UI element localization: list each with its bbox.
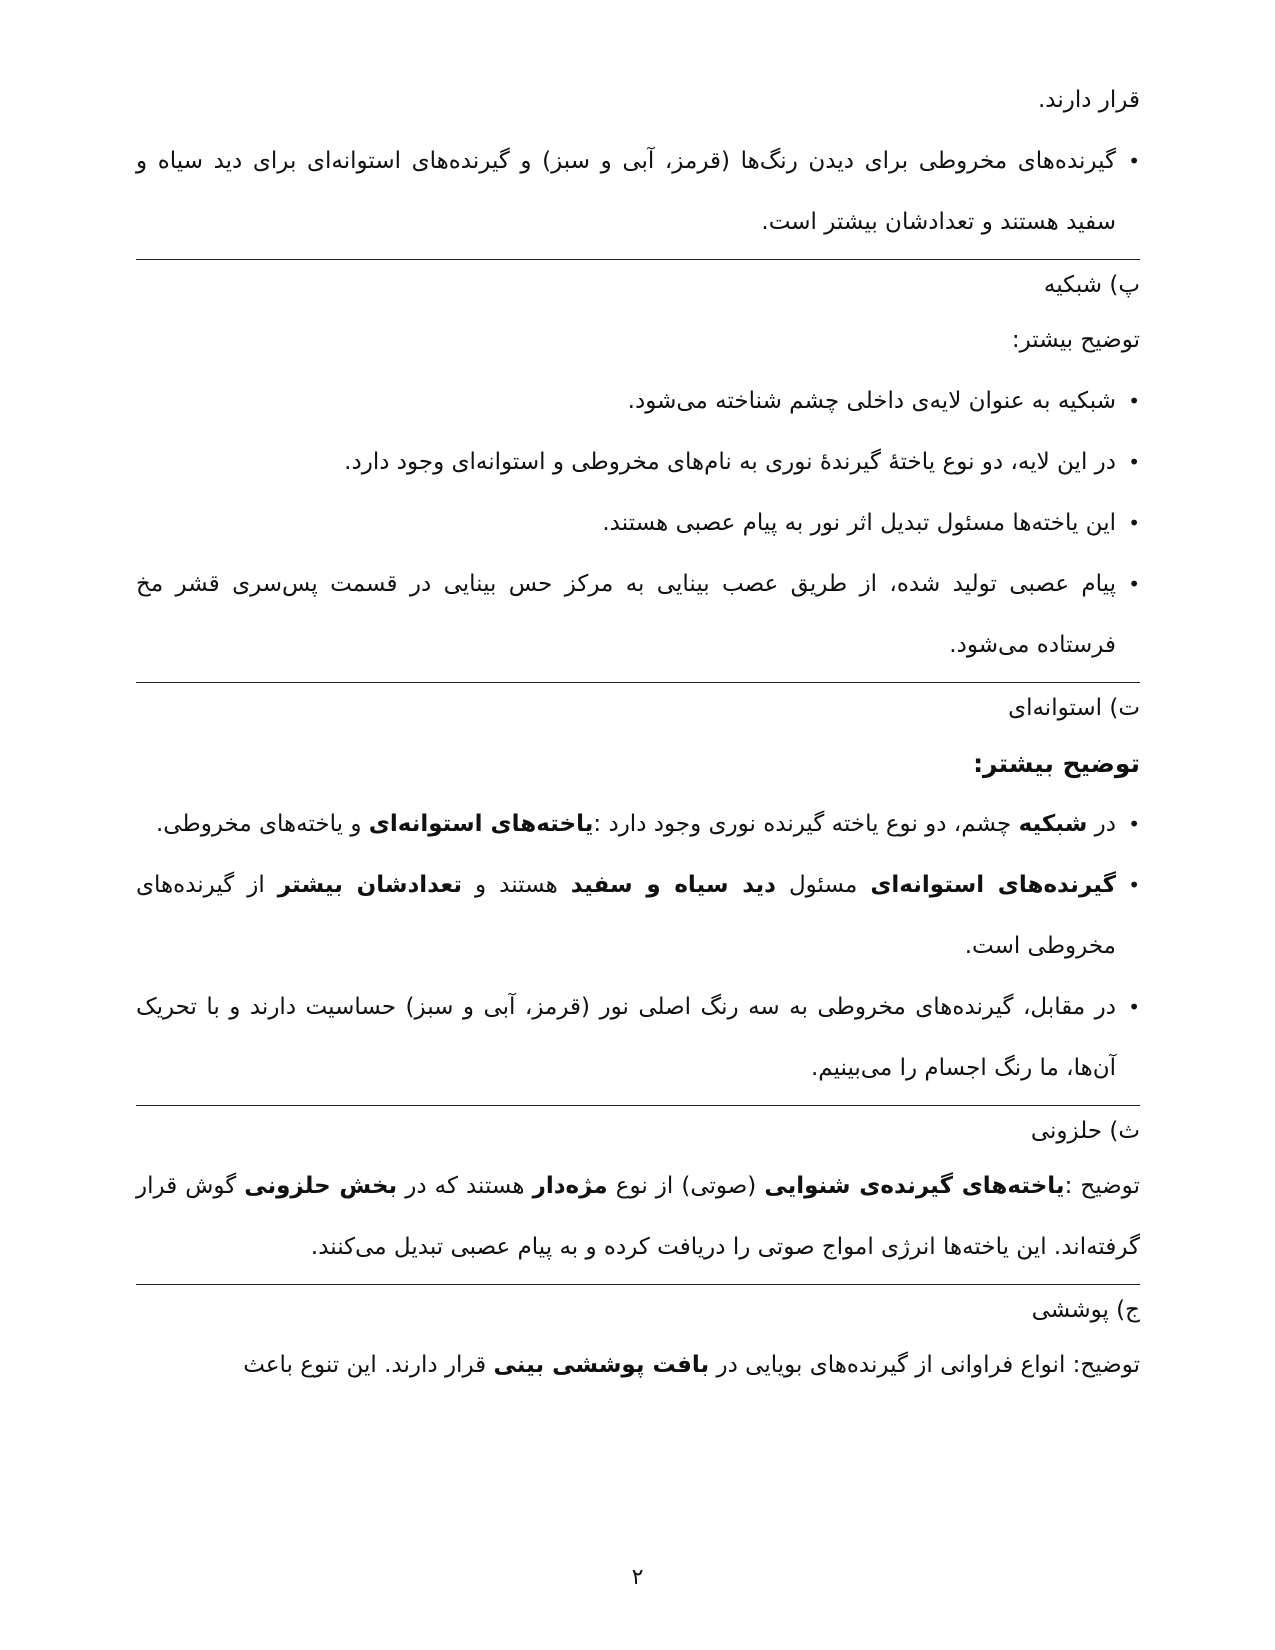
bold-run: شبکیه <box>1018 811 1088 837</box>
section-heading: ت) استوانه‌ای <box>1008 695 1140 721</box>
bold-run: یاخته‌های استوانه‌ای <box>368 811 594 837</box>
list-item: • این یاخته‌ها مسئول تبدیل اثر نور به پیام عصبی هستند. <box>136 493 1140 554</box>
section-heading: ث) حلزونی <box>1030 1118 1140 1144</box>
list-item <box>136 855 1140 977</box>
list-item: • شبکیه به عنوان لایه‌ی داخلی چشم شناخته می‌شود. <box>136 371 1140 432</box>
text-run: هستند که در <box>397 1173 533 1199</box>
text-run: هستند و <box>462 872 571 898</box>
text-run: و یاخته‌های مخروطی. <box>155 811 369 837</box>
text-run: چشم، دو نوع یاخته گیرنده نوری وجود دارد : <box>593 811 1019 837</box>
text-run: (صوتی) از نوع <box>607 1173 765 1199</box>
text-run: گوش قرار گرفته‌اند. این یاخته‌ها انرژی امواج صوتی را دریافت کرده و به پیام عصبی تبدیل می‌کنند. <box>136 1173 1140 1260</box>
text-run: توضیح : <box>1064 1173 1140 1199</box>
page-number: ۲ <box>631 1565 644 1590</box>
bold-run: مژه‌دار <box>532 1173 608 1199</box>
text-run: توضیح: انواع فراوانی از گیرنده‌های بویایی در <box>709 1352 1140 1378</box>
list-item: • گیرنده‌های مخروطی برای دیدن رنگ‌ها (قرمز، آبی و سبز) و گیرنده‌های استوانه‌ای برای دید سیاه و سفید هستند و تعدادشان بیشتر است. <box>136 131 1140 253</box>
bold-run: یاخته‌های گیرنده‌ی شنوایی <box>764 1173 1065 1199</box>
section-label: توضیح بیشتر: <box>1011 327 1140 353</box>
text-run: در <box>1087 811 1116 837</box>
section-heading: پ) شبکیه <box>1043 272 1140 298</box>
bold-run: تعدادشان بیشتر <box>277 872 463 898</box>
intro-tail: قرار دارند. <box>1037 87 1140 113</box>
document-page <box>136 70 1140 1396</box>
text-run: از گیرنده‌های مخروطی است. <box>136 872 1116 959</box>
bold-run: دید سیاه و سفید <box>570 872 776 898</box>
text-run: قرار دارند. این تنوع باعث <box>243 1352 494 1378</box>
list-item: • در این لایه، دو نوع یاختهٔ گیرندهٔ نوری به نام‌های مخروطی و استوانه‌ای وجود دارد. <box>136 432 1140 493</box>
text-run: مسئول <box>775 872 871 898</box>
paragraph <box>136 1156 1140 1278</box>
list-item: • پیام عصبی تولید شده، از طریق عصب بینایی به مرکز حس بینایی در قسمت پس‌سری قشر مخ فرستاده می‌شود. <box>136 554 1140 676</box>
list-item <box>136 794 1140 855</box>
bold-run: بافت پوششی بینی <box>493 1352 710 1378</box>
section-heading: ج) پوششی <box>1031 1297 1140 1323</box>
bold-run: بخش حلزونی <box>244 1173 398 1199</box>
bold-run: گیرنده‌های استوانه‌ای <box>870 872 1117 898</box>
paragraph <box>136 1335 1140 1396</box>
section-label: توضیح بیشتر: <box>973 749 1140 778</box>
list-item: • در مقابل، گیرنده‌های مخروطی به سه رنگ اصلی نور (قرمز، آبی و سبز) حساسیت دارند و با تحریک آن‌ها، ما رنگ اجسام را می‌بینیم. <box>136 977 1140 1099</box>
